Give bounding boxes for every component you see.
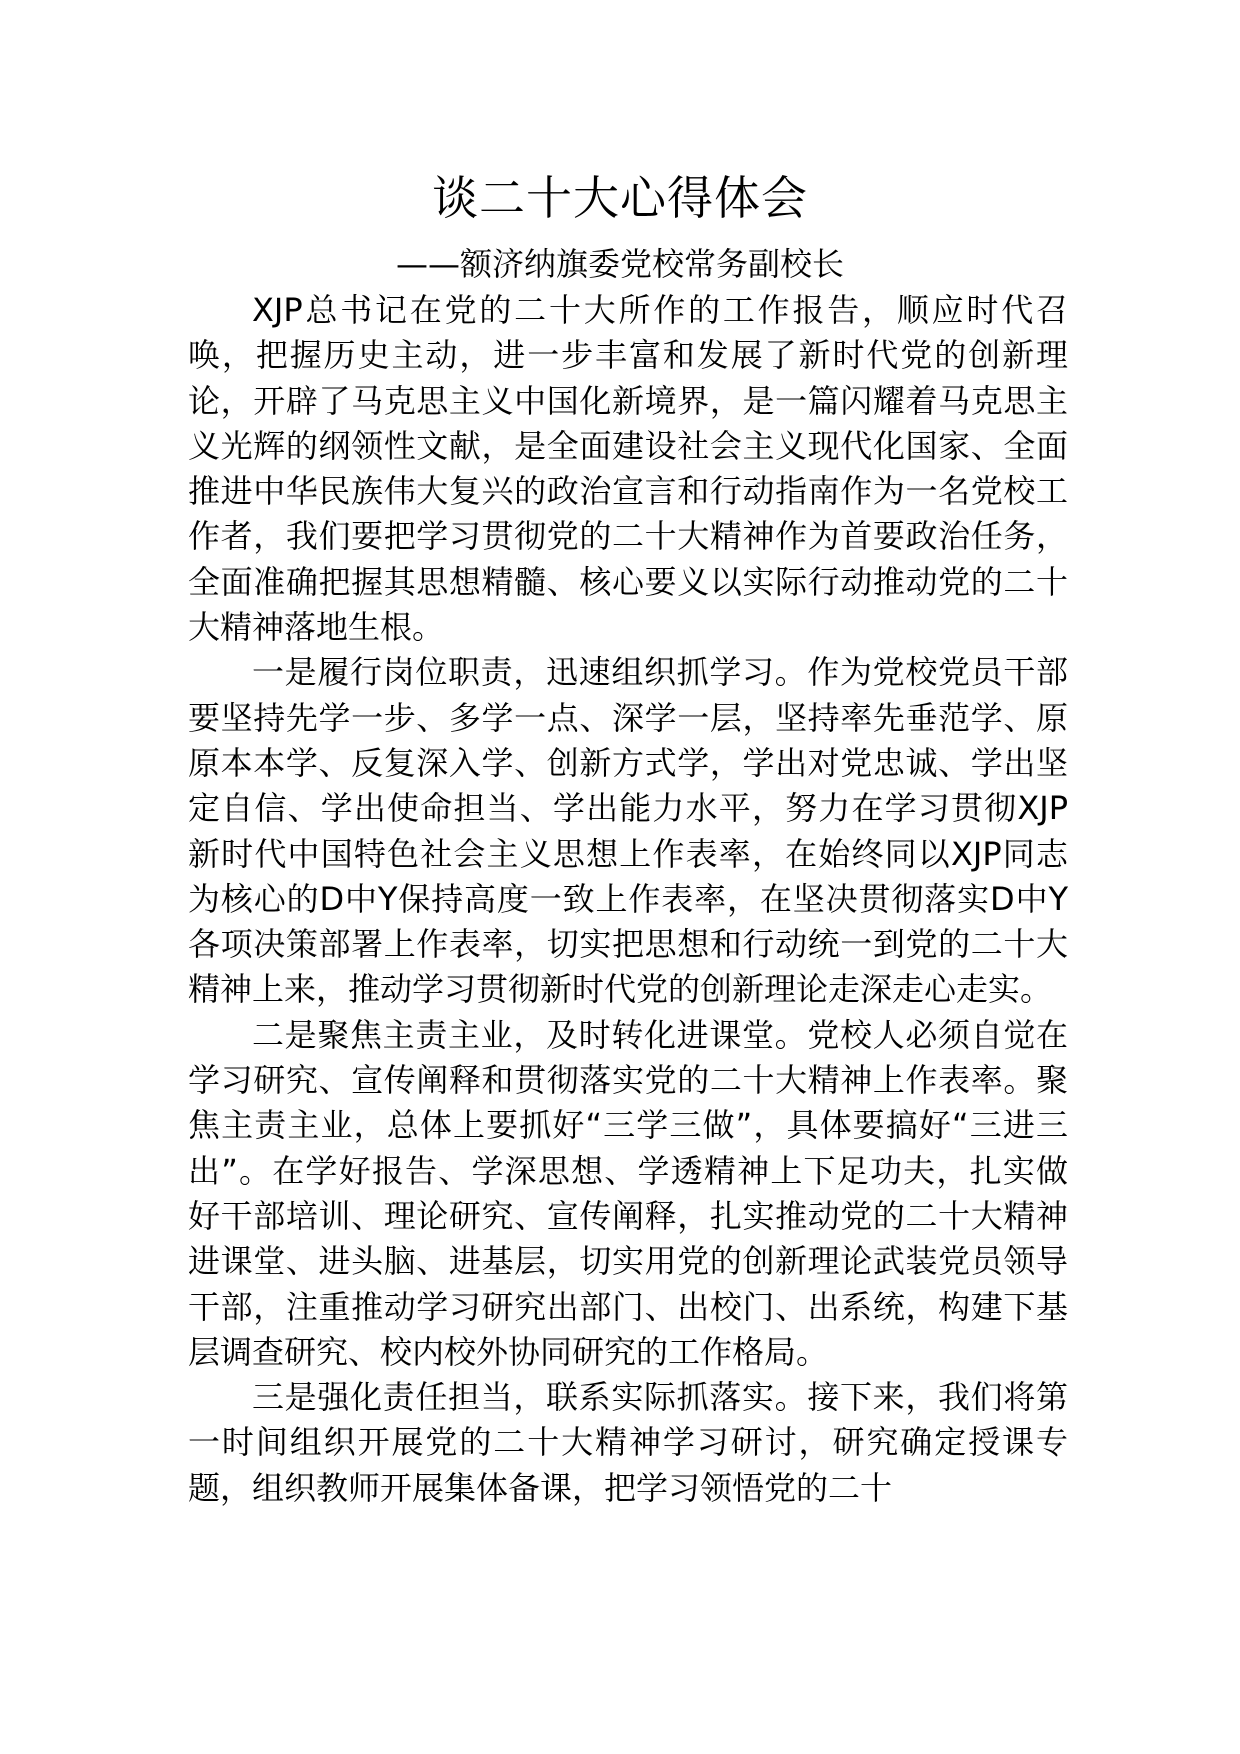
paragraph-intro: XJP总书记在党的二十大所作的工作报告，顺应时代召唤，把握历史主动，进一步丰富和发展了新时代党的创新理论，开辟了马克思主义中国化新境界，是一篇闪耀着马克思主义光辉的纲领性文献，是全面建设社会主义现代化国家、全面推进中华民族伟大复兴的政治宣言和行动指南作为一名党校工作者，我们要把学习贯彻党的二十大精神作为首要政治任务，全面准确把握其思想精髓、核心要义以实际行动推动党的二十大精神落地生根。: [188, 291, 1068, 647]
paragraph-point-two: 二是聚焦主责主业，及时转化进课堂。党校人必须自觉在学习研究、宣传阐释和贯彻落实党的二十大精神上作表率。聚焦主责主业，总体上要抓好“三学三做”，具体要搞好“三进三出”。在学好报告、学深思想、学透精神上下足功夫，扎实做好干部培训、理论研究、宣传阐释，扎实推动党的二十大精神进课堂、进头脑、进基层，切实用党的创新理论武装党员领导干部，注重推动学习研究出部门、出校门、出系统，构建下基层调查研究、校内校外协同研究的工作格局。: [188, 1015, 1068, 1371]
paragraph-point-three: 三是强化责任担当，联系实际抓落实。接下来，我们将第一时间组织开展党的二十大精神学习研讨，研究确定授课专题，组织教师开展集体备课，把学习领悟党的二十: [188, 1378, 1068, 1507]
document-title: 谈二十大心得体会: [432, 171, 808, 225]
paragraph-point-one: 一是履行岗位职责，迅速组织抓学习。作为党校党员干部要坚持先学一步、多学一点、深学一层，坚持率先垂范学、原原本本学、反复深入学、创新方式学，学出对党忠诚、学出坚定自信、学出使命担当、学出能力水平，努力在学习贯彻XJP新时代中国特色社会主义思想上作表率，在始终同以XJP同志为核心的D中Y保持高度一致上作表率，在坚决贯彻落实D中Y各项决策部署上作表率，切实把思想和行动统一到党的二十大精神上来，推动学习贯彻新时代党的创新理论走深走心走实。: [188, 653, 1068, 1009]
document-subtitle: ——额济纳旗委党校常务副校长: [395, 245, 844, 283]
document-body: [188, 288, 1068, 1511]
